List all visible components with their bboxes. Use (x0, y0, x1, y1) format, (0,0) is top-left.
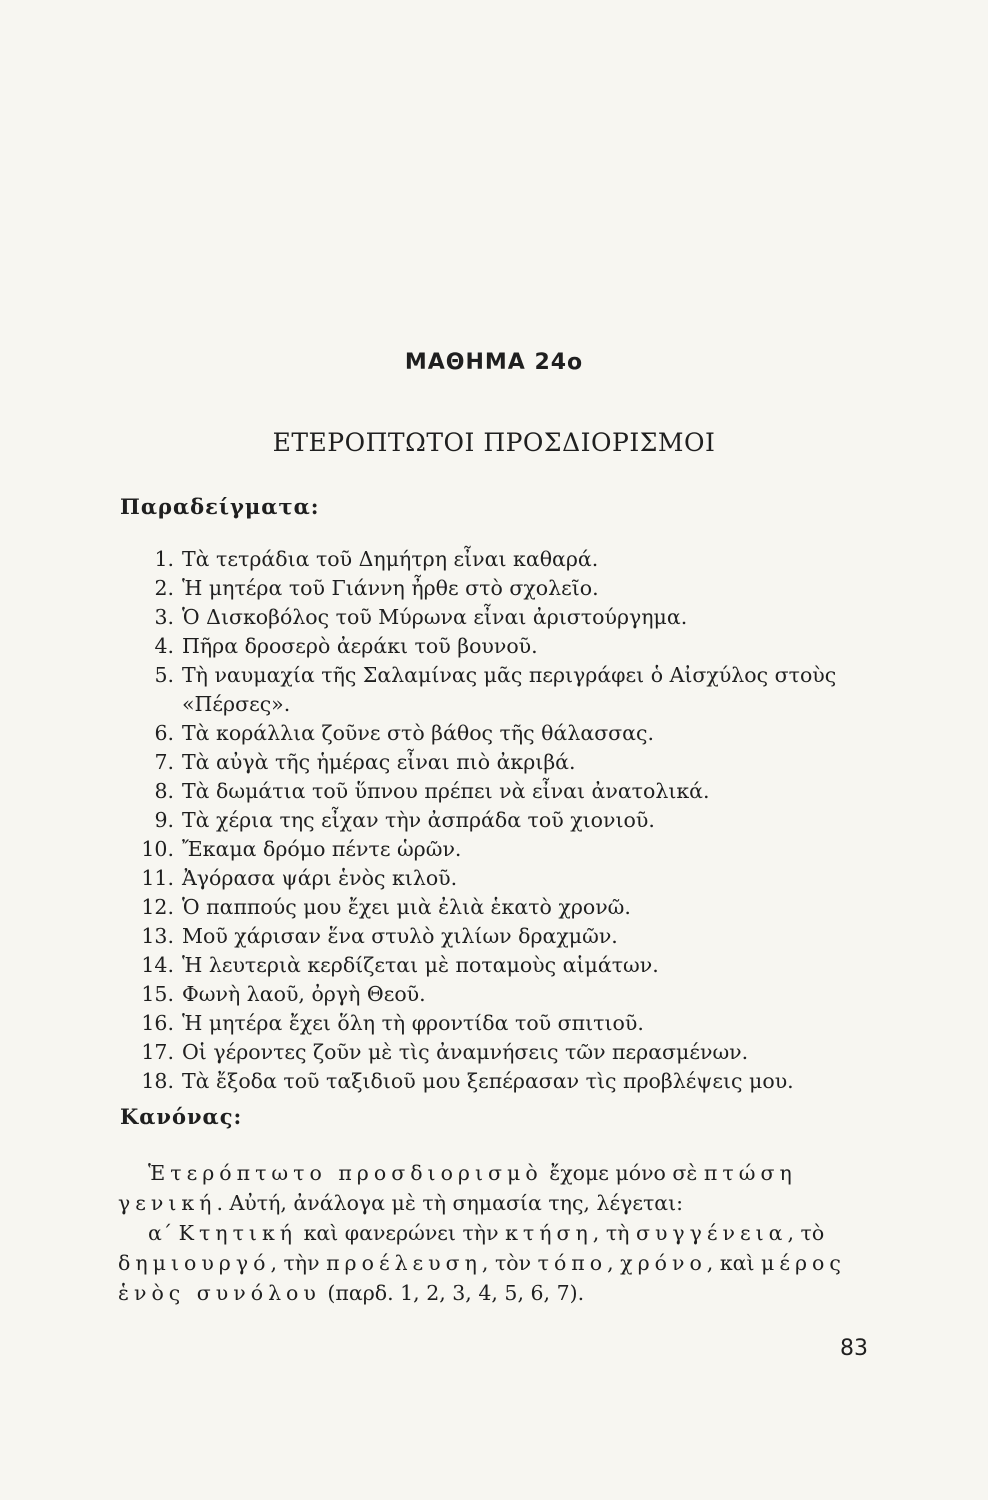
example-text: Μοῦ χάρισαν ἕνα στυλὸ χιλίων δραχμῶν. (182, 924, 618, 948)
rule-keyword: δημιουργό (118, 1251, 271, 1275)
rule-term: Ἑτερόπτωτο προσδιορισμὸ (148, 1161, 543, 1185)
list-item (118, 603, 898, 632)
rule-keyword: χρόνο (620, 1251, 707, 1275)
example-text: Τὰ αὐγὰ τῆς ἡμέρας εἶναι πιὸ ἀκριβά. (182, 750, 576, 774)
list-item (118, 893, 898, 922)
list-item (118, 864, 898, 893)
example-text: Τὰ κοράλλια ζοῦνε στὸ βάθος τῆς θάλασσας. (182, 721, 655, 745)
example-number: 7. (154, 750, 174, 774)
example-text: Ὁ παππούς μου ἔχει μιὰ ἐλιὰ ἑκατὸ χρονῶ. (182, 895, 631, 919)
rule-label: α΄ (148, 1221, 179, 1245)
rule-reference: (παρδ. 1, 2, 3, 4, 5, 6, 7). (320, 1281, 585, 1305)
lesson-title: ΜΑΘΗΜΑ 24ο (404, 350, 584, 375)
example-number: 17. (141, 1040, 174, 1064)
rule-text-fragment: , τὸ (787, 1221, 825, 1245)
examples-heading: Παραδείγματα: (120, 494, 320, 519)
rule-keyword: κτήση (505, 1221, 593, 1245)
example-number: 9. (154, 808, 174, 832)
rule-keyword: συγγένεια (635, 1221, 788, 1245)
list-item (118, 1067, 898, 1096)
example-number: 2. (154, 576, 174, 600)
rule-keyword: προέλευση (326, 1251, 482, 1275)
list-item (118, 574, 898, 603)
list-item (118, 806, 898, 835)
rule-text-fragment: , τὴ (592, 1221, 636, 1245)
example-number: 5. (154, 663, 174, 687)
example-number: 1. (154, 547, 174, 571)
example-text: Τὴ ναυμαχία τῆς Σαλαμίνας μᾶς περιγράφει ὁ Αἰσχύλος στοὺς «Πέρσες». (182, 663, 837, 716)
list-item (118, 922, 898, 951)
example-number: 18. (141, 1069, 174, 1093)
rule-text-fragment: , (607, 1251, 621, 1275)
list-item (118, 1009, 898, 1038)
rule-text-fragment: , τὸν (481, 1251, 538, 1275)
rule-text-fragment: , τὴν (270, 1251, 327, 1275)
rule-paragraph-2 (118, 1218, 878, 1308)
rule-text-fragment: . Αὐτή, ἀνάλογα μὲ τὴ σημασία της, λέγεται: (216, 1191, 684, 1215)
rule-heading: Κανόνας: (120, 1104, 243, 1129)
rule-text-fragment: , καὶ (706, 1251, 762, 1275)
list-item (118, 1038, 898, 1067)
example-number: 11. (141, 866, 174, 890)
example-number: 13. (141, 924, 174, 948)
example-text: Πῆρα δροσερὸ ἀεράκι τοῦ βουνοῦ. (182, 634, 538, 658)
page-number: 83 (840, 1336, 868, 1361)
example-text: Τὰ χέρια της εἶχαν τὴν ἀσπράδα τοῦ χιονιοῦ. (182, 808, 655, 832)
example-text: Φωνὴ λαοῦ, ὀργὴ Θεοῦ. (182, 982, 426, 1006)
example-text: Ὁ Δισκοβόλος τοῦ Μύρωνα εἶναι ἀριστούργημα. (182, 605, 688, 629)
list-item (118, 545, 898, 574)
example-text: Ἡ μητέρα ἔχει ὅλη τὴ φροντίδα τοῦ σπιτιοῦ. (182, 1011, 644, 1035)
list-item (118, 951, 898, 980)
examples-list (118, 545, 898, 1096)
example-text: Ἡ μητέρα τοῦ Γιάννη ἦρθε στὸ σχολεῖο. (182, 576, 599, 600)
example-number: 4. (154, 634, 174, 658)
example-text: Ἔκαμα δρόμο πέντε ὡρῶν. (182, 837, 462, 861)
example-number: 14. (141, 953, 174, 977)
example-text: Ἡ λευτεριὰ κερδίζεται μὲ ποταμοὺς αἱμάτων. (182, 953, 659, 977)
list-item (118, 835, 898, 864)
example-number: 8. (154, 779, 174, 803)
example-number: 15. (141, 982, 174, 1006)
rule-text-fragment: ἔχομε μόνο σὲ (542, 1161, 704, 1185)
list-item (118, 748, 898, 777)
list-item (118, 632, 898, 661)
list-item (118, 980, 898, 1009)
example-number: 12. (141, 895, 174, 919)
list-item (118, 719, 898, 748)
example-text: Τὰ ἔξοδα τοῦ ταξιδιοῦ μου ξεπέρασαν τὶς προβλέψεις μου. (182, 1069, 794, 1093)
rule-keyword: τόπο (537, 1251, 608, 1275)
rule-term: Κτητική (178, 1221, 298, 1245)
list-item (118, 661, 898, 719)
rule-case: πτώση γενική (118, 1161, 797, 1215)
example-text: Ἀγόρασα ψάρι ἑνὸς κιλοῦ. (182, 866, 458, 890)
list-item (118, 777, 898, 806)
example-text: Οἱ γέροντες ζοῦν μὲ τὶς ἀναμνήσεις τῶν περασμένων. (182, 1040, 749, 1064)
example-number: 6. (154, 721, 174, 745)
example-text: Τὰ τετράδια τοῦ Δημήτρη εἶναι καθαρά. (182, 547, 599, 571)
example-number: 3. (154, 605, 174, 629)
example-number: 10. (141, 837, 174, 861)
rule-text-fragment: καὶ φανερώνει τὴν (297, 1221, 506, 1245)
example-text: Τὰ δωμάτια τοῦ ὕπνου πρέπει νὰ εἶναι ἀνατολικά. (182, 779, 710, 803)
rule-paragraph-1 (118, 1158, 878, 1218)
page-title: ΕΤΕΡΟΠΤΩΤΟΙ ΠΡΟΣΔΙΟΡΙΣΜΟΙ (272, 428, 716, 457)
example-number: 16. (141, 1011, 174, 1035)
rule-text (118, 1158, 878, 1308)
rule-keyword: μέρος ἑνὸς συνόλου (118, 1251, 846, 1305)
